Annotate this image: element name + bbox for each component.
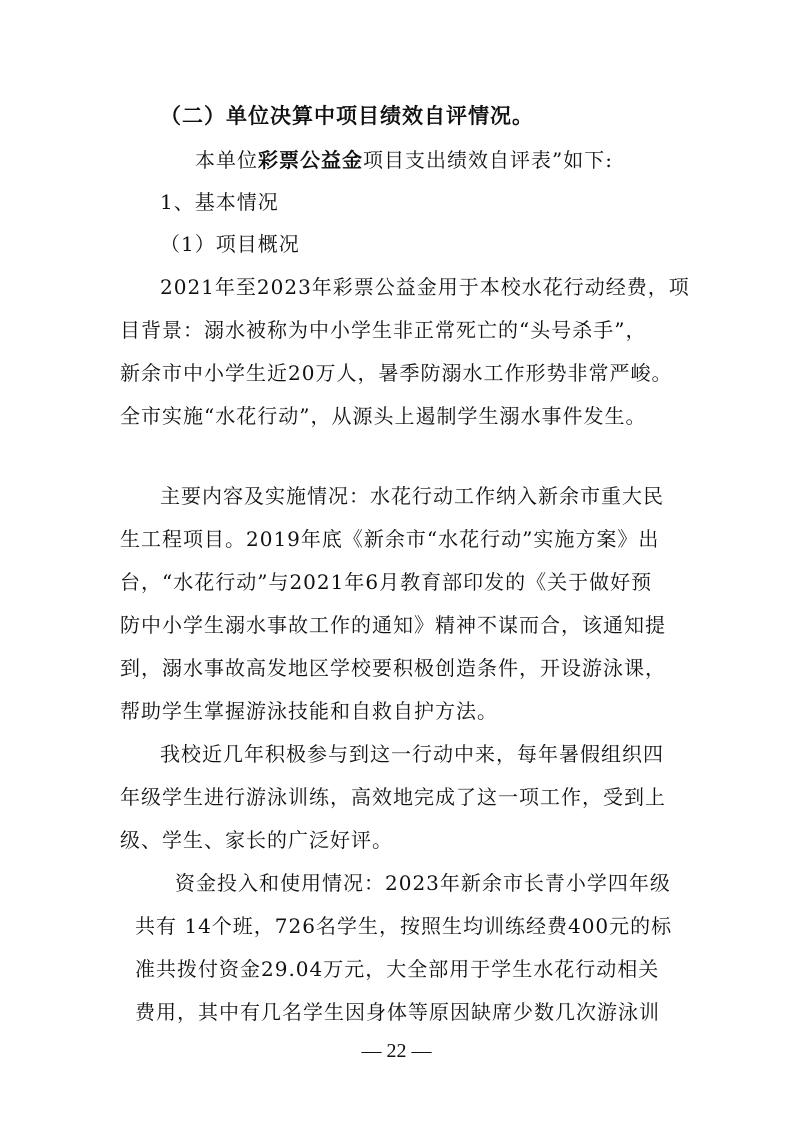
subsection-1-title: （1）项目概况 — [160, 232, 300, 256]
para4-line-1: 资金投入和使用情况：2023年新余市长青小学四年级 — [175, 871, 671, 895]
para2-line-5: 到，溺水事故高发地区学校要积极创造条件，开设游泳课， — [120, 656, 666, 680]
para2-line-3: 台，“水花行动”与2021年6月教育部印发的《关于做好预 — [120, 570, 653, 594]
para4-line-4: 费用，其中有几名学生因身体等原因缺席少数几次游泳训 — [135, 1000, 660, 1024]
section-1-title: 1、基本情况 — [160, 190, 279, 214]
para1-line-2: 目背景：溺水被称为中小学生非正常死亡的“头号杀手”， — [120, 318, 647, 342]
para4-line-3: 准共拨付资金29.04万元，大全部用于学生水花行动相关 — [135, 957, 660, 981]
intro-prefix: 本单位 — [195, 148, 258, 172]
para1-line-3: 新余市中小学生近20万人，暑季防溺水工作形势非常严峻。 — [120, 361, 673, 385]
intro-line — [195, 148, 613, 172]
page-number: — 22 — — [361, 1040, 432, 1062]
para3-line-3: 级、学生、家长的广泛好评。 — [120, 828, 393, 852]
para1-line-1: 2021年至2023年彩票公益金用于本校水花行动经费，项 — [160, 275, 690, 299]
para1-line-4: 全市实施“水花行动”，从源头上遏制学生溺水事件发生。 — [120, 404, 647, 428]
section-heading: （二）单位决算中项目绩效自评情况。 — [160, 104, 534, 128]
para4-line-2: 共有 14个班，726名学生，按照生均训练经费400元的标 — [135, 914, 673, 938]
para3-line-2: 年级学生进行游泳训练，高效地完成了这一项工作，受到上 — [120, 785, 666, 809]
para2-line-2: 生工程项目。2019年底《新余市“水花行动”实施方案》出 — [120, 527, 660, 551]
para2-line-6: 帮助学生掌握游泳技能和自救自护方法。 — [120, 699, 498, 723]
para2-line-1: 主要内容及实施情况：水花行动工作纳入新余市重大民 — [160, 484, 664, 508]
para3-line-1: 我校近几年积极参与到这一行动中来，每年暑假组织四 — [160, 742, 664, 766]
intro-suffix: 项目支出绩效自评表”如下: — [363, 148, 613, 172]
para2-line-4: 防中小学生溺水事故工作的通知》精神不谋而合，该通知提 — [120, 613, 666, 637]
intro-bold-term: 彩票公益金 — [258, 148, 363, 172]
